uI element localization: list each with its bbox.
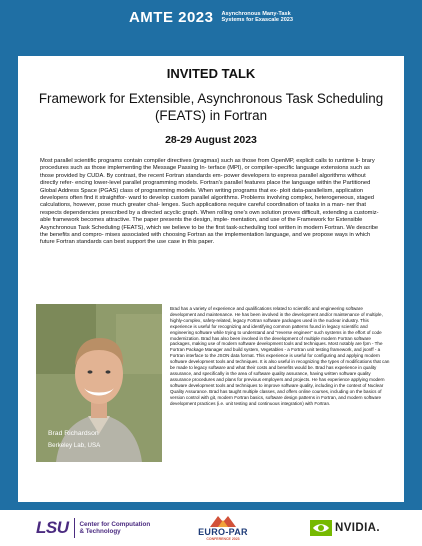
lsu-text-line1: Center for Computation [79, 520, 151, 528]
event-subtitle-line2: Systems for Exascale 2023 [221, 17, 294, 23]
talk-abstract: Most parallel scientific programs contain compiler directives (pragmas) such as those from OpenMP, explicit calls to runtime li- brary procedures such as those implementing the Message Passing In- terface (MPI), or compiler-specific language extensions such as those provided by CUDA. By contrast, the recent Fortran standards em- power developers to express parallel algorithms without directly refer- encing lower-level parallel programming models. Fortran's parallel features place the language within the Partitioned Global Address Space (PGAS) class of programming models. When writing programs that ex- ploit data-parallelism, application developers often find it straightfor- ward to develop custom parallel algorithms. Problems involving complex, heterogeneous, staged calculations, however, pose much greater chal- lenges. Such applications require careful coordination of tasks in a man- ner that respects dependencies prescribed by a directed acyclic graph. When rolling one's own solution proves difficult, extending a customiz- able framework becomes attractive. The paper presents the design, imple- mentation, and use of the Framework for Extensible Asynchronous Task Scheduling (FEATS), which we believe to be the first task-scheduling tool written in modern Fortran. We describe the benefits and compro- mises associated with choosing Fortran as the implementation language, and we propose ways in which future Fortran standards can best support the use case in this paper. [40, 158, 379, 246]
nvidia-eye-icon [310, 520, 332, 536]
talk-dates: 28-29 August 2023 [165, 134, 257, 146]
speaker-bio: Brad has a variety of experience and qualifications related to scientific and engineering software development and maintenance. He has been involved in the development and/or maintenance of multiple, highly-complex, safety-related, legacy Fortran software packages used in the nuclear industry. This experience is useful for recognizing and identifying common patterns found in legacy scientific and engineering software while trying to understand and "reverse engineer" such systems in the effort of code modernization. Brad has also been involved in the development of multiple modern Fortran software packages, making use of modern software development tools and techniques. Most notably are fpm - The Fortran Package Manager and build system, Vegetables - a Fortran unit testing framework, and jsonff - a Fortran interface to the JSON data format. This experience is useful for configuring and applying modern software development tools and techniques. It is also useful in recognizing the types of modifications that can be made to legacy software and what their costs and benefits would be. Brad has experience in quality assurance, and specifically in the area of software quality assurance, having written software quality assurance procedures and plans for previous employers and projects. He has experience applying modern software development tools and techniques to improve software quality, including in the context of Nuclear Quality Assurance. Brad has taught multiple classes, and offers online courses, including on the basics of version control with git, modern Fortran basics, software design patterns in Fortran, and modern software development practices (i.e. unit testing and continuous integration) with Fortran. [170, 306, 390, 406]
event-title: AMTE 2023 [128, 8, 214, 26]
nvidia-logo [310, 520, 380, 536]
europar-name: EURO-PAR [198, 527, 248, 537]
nvidia-name: NVIDIA. [335, 522, 380, 534]
lsu-logo [36, 518, 150, 538]
talk-label: INVITED TALK [166, 66, 256, 81]
event-subtitle [222, 11, 294, 24]
europar-subtitle: CONFERENCE 2023 [206, 537, 240, 541]
speaker-caption [36, 424, 162, 462]
europar-logo [188, 514, 258, 542]
lsu-mark: LSU [36, 518, 69, 537]
header-bar [0, 0, 422, 34]
talk-card [18, 56, 404, 502]
speaker-name: Brad Richardson [48, 430, 99, 437]
talk-title: Framework for Extensible, Asynchronous Task Scheduling (FEATS) in Fortran [38, 91, 384, 123]
lsu-text [80, 521, 151, 536]
lsu-divider [74, 518, 75, 538]
speaker-affiliation: Berkeley Lab, USA [48, 442, 101, 449]
sponsor-footer [0, 510, 422, 546]
event-subtitle-line1: Asynchronous Many-Task [221, 10, 291, 17]
europar-emblem-icon [188, 514, 258, 528]
lsu-text-line2: & Technology [79, 528, 121, 535]
